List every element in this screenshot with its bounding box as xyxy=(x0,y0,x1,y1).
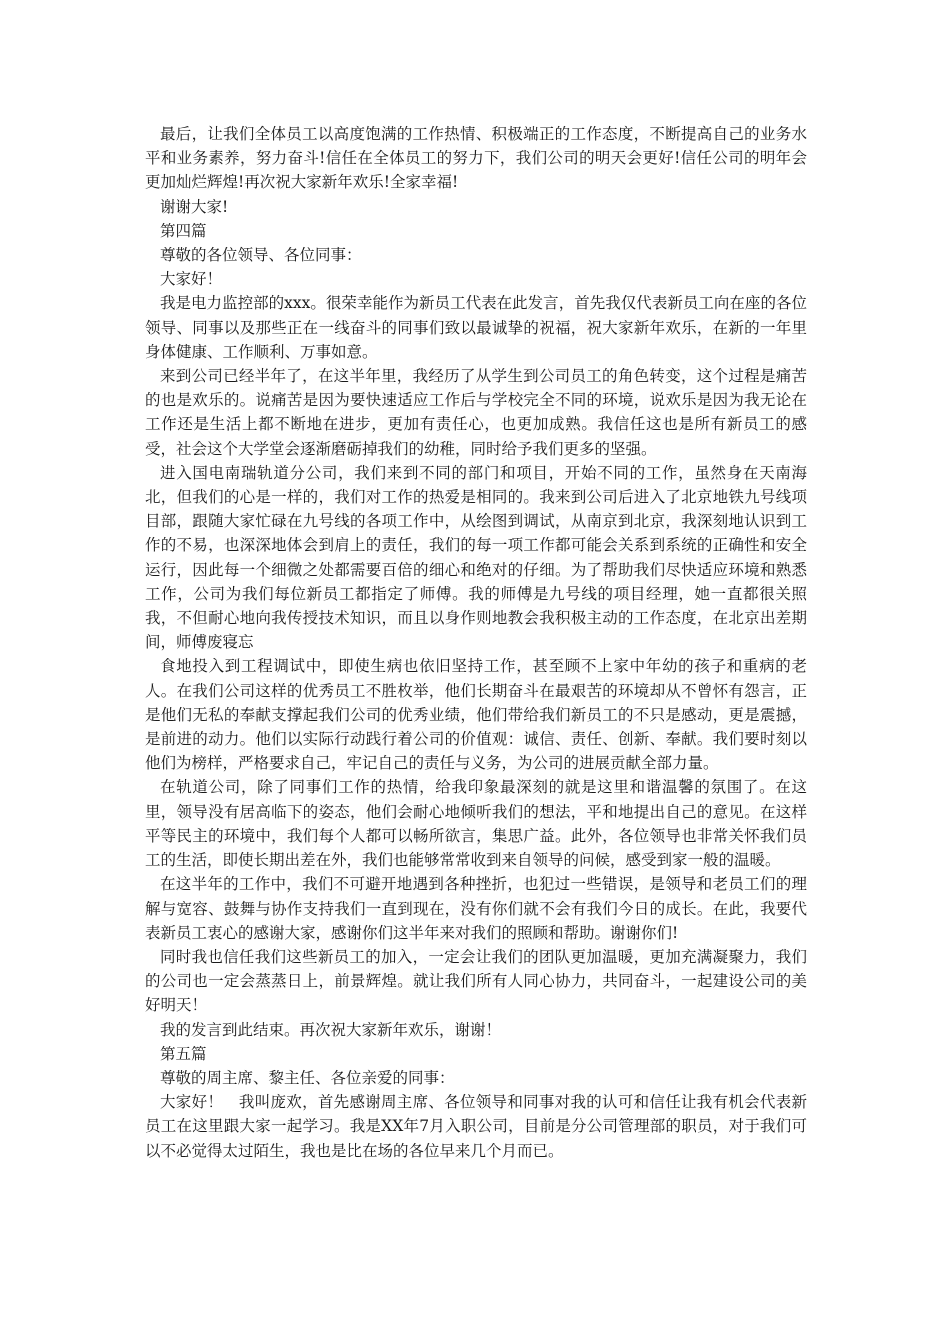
paragraph-speech-end: 我的发言到此结束。再次祝大家新年欢乐，谢谢！ xyxy=(160,1020,502,1039)
paragraph-half-year: 来到公司已经半年了，在这半年里，我经历了从学生到公司员工的角色转变，这个过程是痛苦的也是欢乐的。说痛苦是因为要快速适应工作后与学校完全不同的环境，说欢乐是因为我无论在工作还是生活上都不断地在进步，更加有责任心，也更加成熟。我信任这也是所有新员工的感受，社会这个大学堂会逐渐磨砺掉我们的幼稚，同时给予我们更多的坚强。 xyxy=(145,367,807,458)
paragraph-rail-company: 进入国电南瑞轨道分公司，我们来到不同的部门和项目，开始不同的工作，虽然身在天南海北，但我们的心是一样的，我们对工作的热爱是相同的。我来到公司后进入了北京地铁九号线项目部，跟随大家忙碌在九号线的各项工作中，从绘图到调试，从南京到北京，我深刻地认识到工作的不易，也深深地体会到肩上的责任，我们的每一项工作都可能会关系到系统的正确性和安全运行，因此每一个细微之处都需要百倍的细心和绝对的仔细。为了帮助我们尽快适应环境和熟悉工作，公司为我们每位新员工都指定了师傅。我的师傅是九号线的项目经理，她一直都很关照我，不但耐心地向我传授技术知识，而且以身作则地教会我积极主动的工作态度，在北京出差期间，师傅废寝忘 xyxy=(145,463,807,652)
paragraph-introduction: 我是电力监控部的xxx。很荣幸能作为新员工代表在此发言，首先我仅代表新员工向在座的各位领导、同事以及那些正在一线奋斗的同事们致以最诚挚的祝福，祝大家新年欢乐，在新的一年里身体健康、工作顺利、万事如意。 xyxy=(145,294,807,361)
section-heading-5: 第五篇 xyxy=(160,1044,207,1063)
salutation-5: 尊敬的周主席、黎主任、各位亲爱的同事： xyxy=(160,1068,455,1087)
paragraph-atmosphere: 在轨道公司，除了同事们工作的热情，给我印象最深刻的就是这里和谐温馨的氛围了。在这里，领导没有居高临下的姿态，他们会耐心地倾听我们的想法，平和地提出自己的意见。在这样平等民主的环境中，我们每个人都可以畅所欲言，集思广益。此外，各位领导也非常关怀我们员工的生活，即使长期出差在外，我们也能够常常收到来自领导的问候，感受到家一般的温暖。 xyxy=(145,778,807,870)
paragraph-future: 同时我也信任我们这些新员工的加入，一定会让我们的团队更加温暖，更加充满凝聚力，我们的公司也一定会蒸蒸日上，前景辉煌。就让我们所有人同心协力，共同奋斗，一起建设公司的美好明天！ xyxy=(145,947,807,1015)
salutation-4: 尊敬的各位领导、各位同事： xyxy=(160,246,362,265)
paragraph-closing-remarks: 最后，让我们全体员工以高度饱满的工作热情、积极端正的工作态度，不断提高自己的业务水平和业务素养，努力奋斗!信任在全体员工的努力下，我们公司的明天会更好!信任公司的明年会更加灿烂辉煌!再次祝大家新年欢乐!全家幸福! xyxy=(145,125,807,192)
paragraph-model-employees: 食地投入到工程调试中，即使生病也依旧坚持工作，甚至顾不上家中年幼的孩子和重病的老人。在我们公司这样的优秀员工不胜枚举，他们长期奋斗在最艰苦的环境却从不曾怀有怨言，正是他们无私的奉献支撑起我们公司的优秀业绩，他们带给我们新员工的不只是感动，更是震撼，是前进的动力。他们以实际行动践行着公司的价值观：诚信、责任、创新、奉献。我们要时刻以他们为榜样，严格要求自己，牢记自己的责任与义务，为公司的进展贡献全部力量。 xyxy=(145,657,807,773)
paragraph-self-introduction: 大家好！ 我叫庞欢，首先感谢周主席、各位领导和同事对我的认可和信任让我有机会代表新员工在这里跟大家一起学习。我是XX年7月入职公司，目前是分公司管理部的职员，对于我们可以不必觉得太过陌生，我也是比在场的各位早来几个月而已。 xyxy=(145,1093,807,1160)
paragraph-thanks: 谢谢大家! xyxy=(160,197,229,216)
section-heading-4: 第四篇 xyxy=(160,221,207,240)
document-body xyxy=(145,122,807,1163)
greeting-4: 大家好！ xyxy=(160,270,223,289)
paragraph-gratitude: 在这半年的工作中，我们不可避开地遇到各种挫折，也犯过一些错误，是领导和老员工们的理解与宽容、鼓舞与协作支持我们一直到现在，没有你们就不会有我们今日的成长。在此，我要代表新员工衷心的感谢大家，感谢你们这半年来对我们的照顾和帮助。谢谢你们! xyxy=(145,875,807,942)
